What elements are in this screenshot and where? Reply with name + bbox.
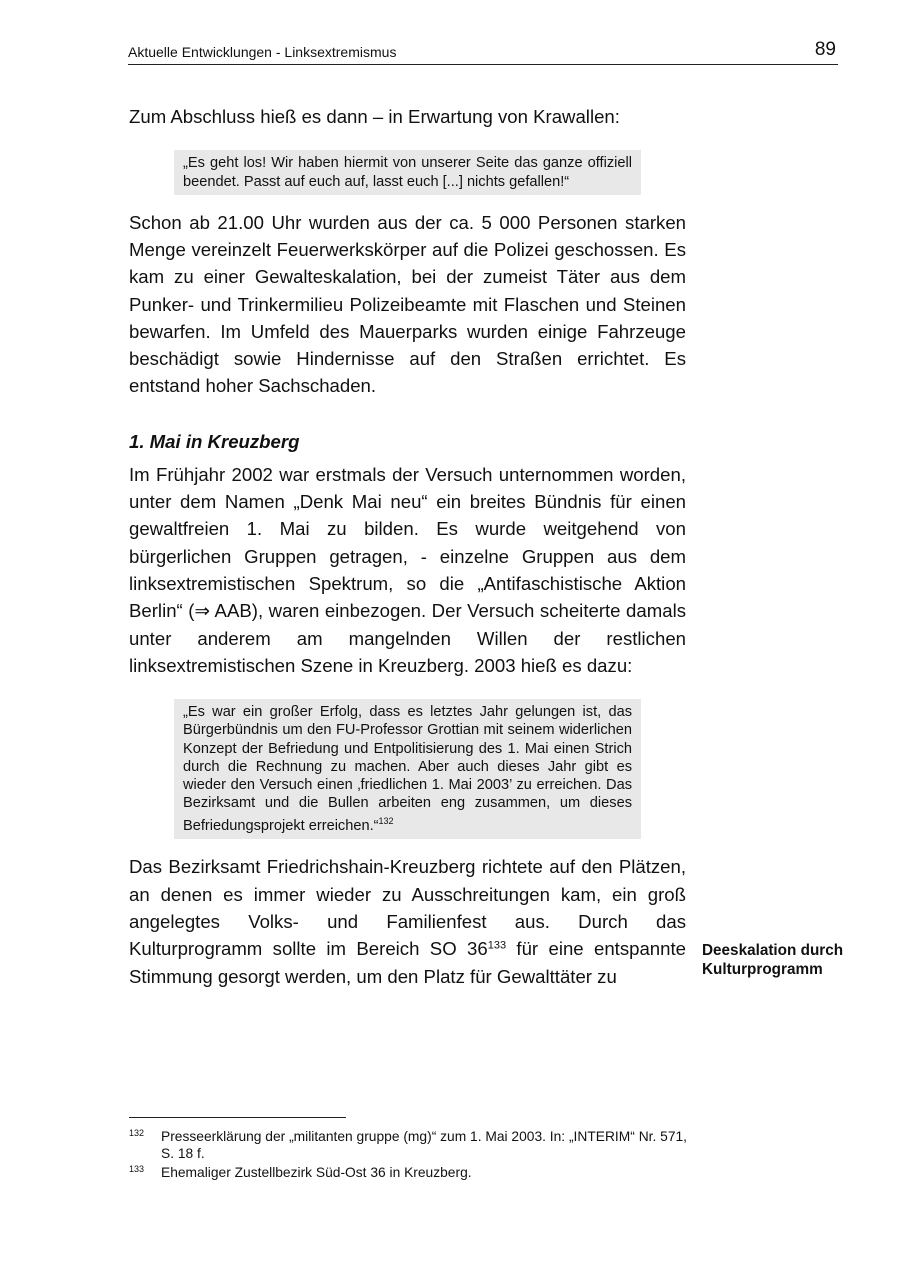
paragraph-2: Im Frühjahr 2002 war erstmals der Versuch unternommen worden, unter dem Namen „Denk Mai neu“ ein breites Bündnis für einen gewaltfreien 1. Mai zu bilden. Es wurde weitgehend von bürgerlichen Gruppen getragen, - einzelne Gruppen aus dem linksextremistischen Spektrum, so die „Antifaschistische Aktion Berlin“ (⇒ AAB), waren einbezogen. Der Versuch scheiterte damals unter anderem am mangelnden Willen der restlichen linksextremistischen Szene in Kreuzberg. 2003 hieß es dazu: [129, 463, 686, 676]
footnote-ref-132[interactable]: 132 [378, 816, 394, 827]
paragraph-3-text-a: Das Bezirksamt Friedrichshain-Kreuzberg richtete auf den Plätzen, an denen es immer wieder zu Ausschreitungen kam, ein groß angelegtes Volks- und Familienfest aus. Durch das Kulturprogramm sollte im Bereich SO 36 [129, 856, 686, 960]
footnote-text: Presseerklärung der „militanten gruppe (mg)“ zum 1. Mai 2003. In: „INTERIM“ Nr. 571, S. 18 f. [161, 1129, 688, 1161]
quote-block-1 [174, 150, 641, 194]
main-text [129, 103, 686, 990]
footnote-item [129, 1128, 689, 1162]
quote-text-2: „Es war ein großer Erfolg, dass es letztes Jahr gelungen ist, das Bürgerbündnis um den FU-Professor Grottian mit seinem widerlichen Konzept der Befriedung und Entpolitisierung des 1. Mai einen Strich durch die Rechnung zu machen. Aber auch dieses Jahr gibt es wieder den Versuch einen ‚friedlichen 1. Mai 2003’ zu erreichen. Das Bezirksamt und die Bullen arbeiten eng zusammen, um dieses Befriedungsprojekt erreichen.“ [183, 704, 632, 835]
page-number: 89 [814, 39, 836, 60]
footnote-number: 132 [129, 1128, 145, 1138]
footnote-number: 133 [129, 1164, 145, 1174]
quote-text-1: „Es geht los! Wir haben hiermit von unserer Seite das ganze offiziell beendet. Passt auf euch auf, lasst euch [...] nichts gefallen!“ [183, 155, 632, 190]
running-title: Aktuelle Entwicklungen - Linksextremismus [128, 44, 397, 60]
footnote-item [129, 1164, 689, 1181]
footnote-ref-133[interactable]: 133 [487, 939, 507, 952]
paragraph-3-text-b: für eine entspannte Stimmung gesorgt werden, um den Platz für Gewalttäter zu [129, 938, 686, 987]
paragraph-1: Schon ab 21.00 Uhr wurden aus der ca. 5 000 Personen starken Menge vereinzelt Feuerwerkskörper auf die Polizei geschossen. Es kam zu einer Gewalteskalation, bei der zumeist Täter aus dem Punker- und Trinkermilieu Polizeibeamte mit Flaschen und Steinen bewarfen. Im Umfeld des Mauerparks wurden einige Fahrzeuge beschädigt sowie Hindernisse auf den Straßen errichtet. Es entstand hoher Sachschaden. [129, 211, 686, 397]
margin-note: Deeskalation durch Kulturprogramm [702, 942, 844, 978]
page-header [128, 40, 838, 65]
paragraph-3 [129, 853, 686, 989]
section-heading: 1. Mai in Kreuzberg [129, 430, 300, 452]
intro-paragraph: Zum Abschluss hieß es dann – in Erwartung von Krawallen: [129, 106, 620, 127]
footnotes [129, 1128, 689, 1183]
footnote-divider [129, 1117, 346, 1118]
quote-block-2 [174, 699, 641, 839]
footnote-text: Ehemaliger Zustellbezirk Süd-Ost 36 in Kreuzberg. [161, 1165, 472, 1180]
